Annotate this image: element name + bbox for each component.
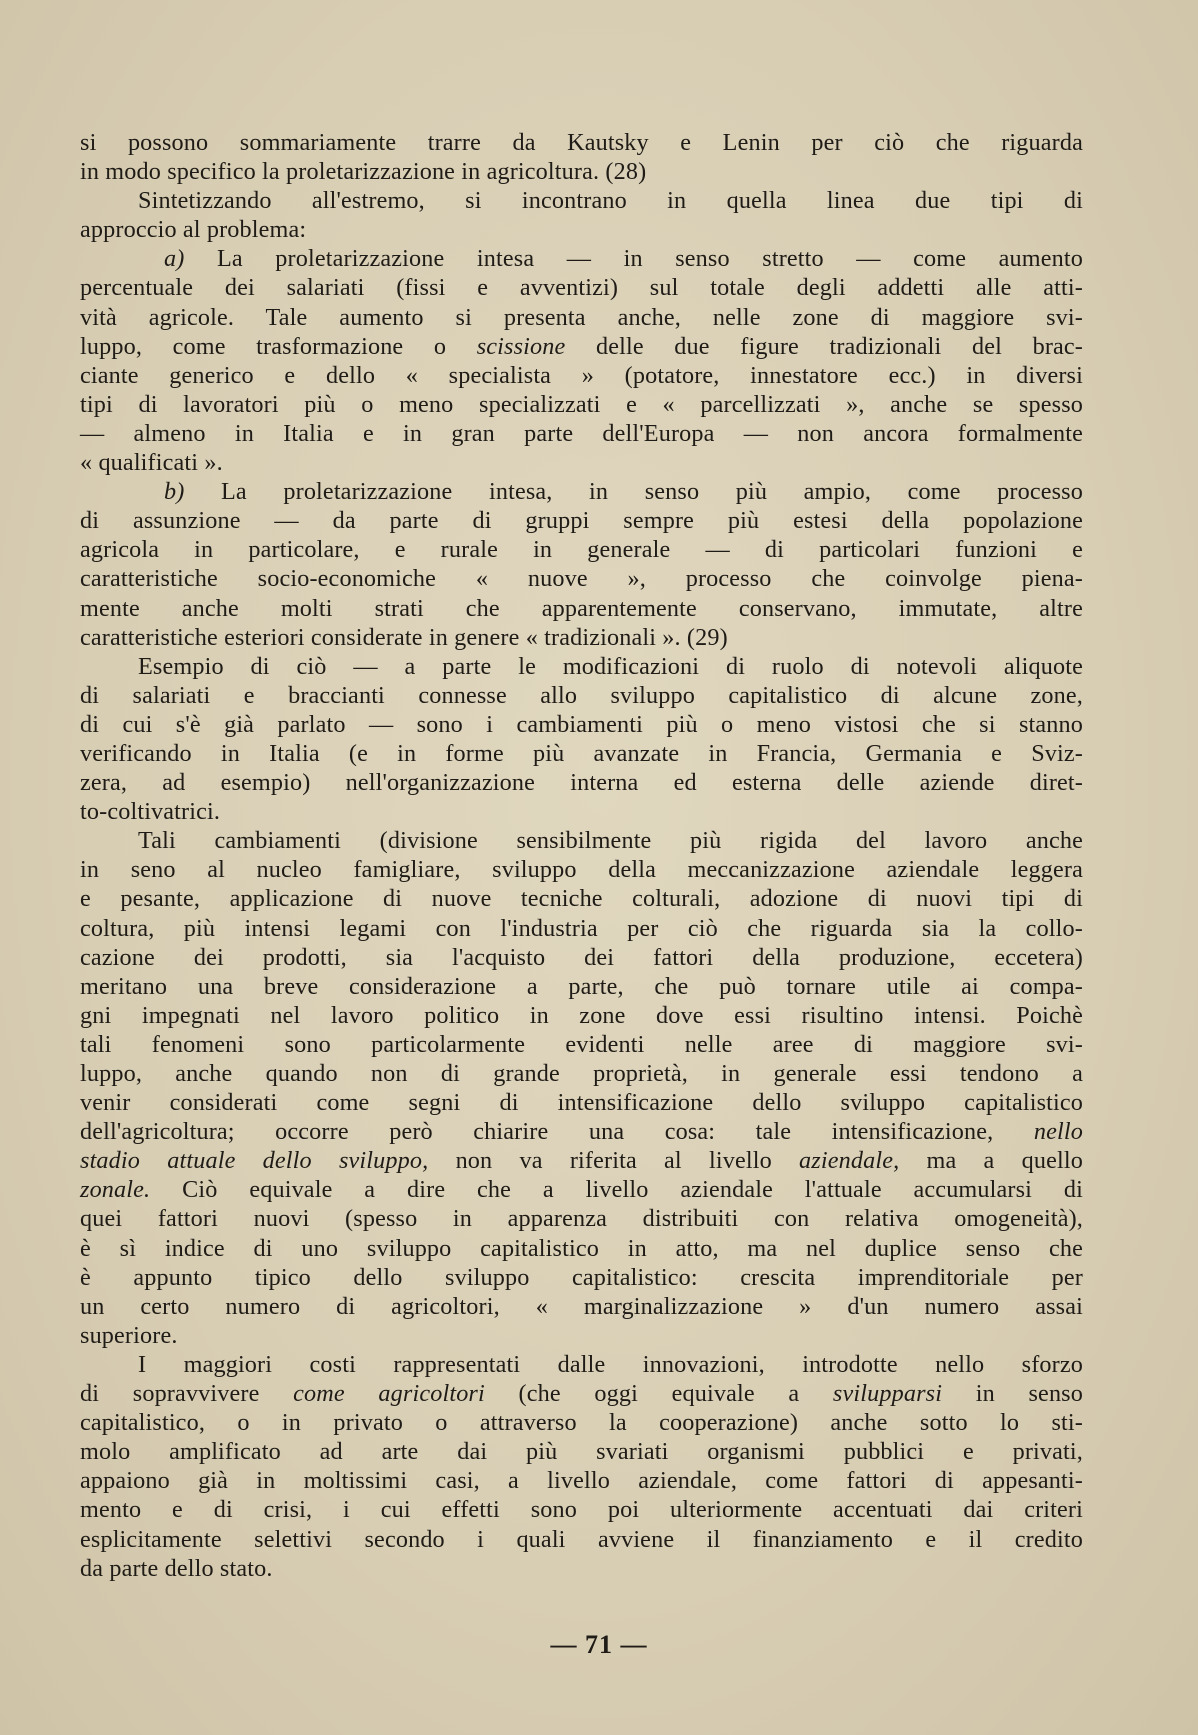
text-segment: mente anche molti strati che apparentemente conservano, immutate, altre [80, 594, 1083, 622]
text-segment: tipi di lavoratori più o meno specializzati e « parcellizzati », anche se spesso [80, 390, 1083, 418]
text-line [80, 1263, 1083, 1292]
text-line [80, 594, 1083, 623]
text-segment: quei fattori nuovi (spesso in apparenza distribuiti con relativa omogeneità), [80, 1205, 1083, 1233]
italic-text: aziendale, [799, 1147, 900, 1175]
italic-text: a) [164, 245, 185, 273]
text-line [80, 128, 1083, 157]
text-segment: « qualificati ». [80, 449, 223, 477]
text-segment: to-coltivatrici. [80, 798, 221, 826]
text-segment: un certo numero di agricoltori, « marginalizzazione » d'un numero assai [80, 1292, 1083, 1320]
text-segment: meritano una breve considerazione a parte, che può tornare utile ai compa- [80, 972, 1083, 1000]
text-segment: di assunzione — da parte di gruppi sempre più estesi della popolazione [80, 507, 1083, 535]
text-segment: non va riferita al livello [428, 1147, 800, 1175]
text-segment: cazione dei prodotti, sia l'acquisto dei fattori della produzione, eccetera) [80, 943, 1083, 971]
text-segment: è appunto tipico dello sviluppo capitalistico: crescita imprenditoriale per [80, 1263, 1083, 1291]
text-segment: di salariati e braccianti connesse allo sviluppo capitalistico di alcune zone, [80, 681, 1083, 709]
text-line [80, 1234, 1083, 1263]
text-line [80, 1466, 1083, 1495]
text-line [80, 652, 1083, 681]
text-segment: di cui s'è già parlato — sono i cambiamenti più o meno vistosi che si stanno [80, 710, 1083, 738]
text-line [80, 1088, 1083, 1117]
text-segment: è sì indice di uno sviluppo capitalistico in atto, ma nel duplice senso che [80, 1234, 1083, 1262]
italic-text: svilupparsi [832, 1380, 943, 1408]
text-segment: dell'agricoltura; occorre però chiarire una cosa: tale intensificazione, [80, 1118, 1034, 1146]
text-line [80, 1117, 1083, 1146]
text-segment: Sintetizzando all'estremo, si incontrano in quella linea due tipi di [138, 187, 1083, 215]
text-line [80, 448, 1083, 477]
text-line [80, 332, 1083, 361]
text-segment: superiore. [80, 1321, 178, 1349]
text-line [80, 361, 1083, 390]
text-line [80, 1525, 1083, 1554]
text-segment: ma a quello [899, 1147, 1083, 1175]
text-line [80, 826, 1083, 855]
text-line [80, 1554, 1083, 1583]
text-line [80, 797, 1083, 826]
page-number: — 71 — [550, 1630, 648, 1659]
text-line [80, 1059, 1083, 1088]
text-line [80, 1379, 1083, 1408]
text-segment: in senso [942, 1380, 1083, 1408]
text-line [80, 1001, 1083, 1030]
text-segment: I maggiori costi rappresentati dalle innovazioni, introdotte nello sforzo [138, 1350, 1083, 1378]
text-segment: Esempio di ciò — a parte le modificazioni di ruolo di notevoli aliquote [138, 652, 1083, 680]
text-line [80, 215, 1083, 244]
text-segment: delle due figure tradizionali del brac- [565, 332, 1083, 360]
text-line [80, 477, 1083, 506]
text-segment: tali fenomeni sono particolarmente evidenti nelle aree di maggiore svi- [80, 1030, 1083, 1058]
text-segment: zera, ad esempio) nell'organizzazione interna ed esterna delle aziende diret- [80, 769, 1083, 797]
text-line [80, 1321, 1083, 1350]
text-line [80, 855, 1083, 884]
text-segment: ciante generico e dello « specialista » (potatore, innestatore ecc.) in diversi [80, 361, 1083, 389]
text-segment: appaiono già in moltissimi casi, a livello aziendale, come fattori di appesanti- [80, 1467, 1083, 1495]
text-line [80, 681, 1083, 710]
text-line [80, 1146, 1083, 1175]
text-line [80, 244, 1083, 273]
italic-text: b) [164, 478, 185, 506]
italic-text: nello [1033, 1118, 1083, 1146]
text-line [80, 1408, 1083, 1437]
text-line [80, 710, 1083, 739]
italic-text: zonale. [80, 1176, 151, 1204]
text-segment: in seno al nucleo famigliare, sviluppo della meccanizzazione aziendale leggera [80, 856, 1083, 884]
text-segment: venir considerati come segni di intensificazione dello sviluppo capitalistico [80, 1089, 1083, 1117]
text-segment: caratteristiche socio-economiche « nuove », processo che coinvolge piena- [80, 565, 1083, 593]
text-segment: agricola in particolare, e rurale in generale — di particolari funzioni e [80, 536, 1083, 564]
text-segment: La proletarizzazione intesa, in senso più ampio, come processo [184, 478, 1083, 506]
text-line [80, 564, 1083, 593]
text-line [80, 273, 1083, 302]
italic-text: come agricoltori [293, 1380, 485, 1408]
text-segment: da parte dello stato. [80, 1554, 273, 1582]
italic-text: stadio attuale dello sviluppo, [80, 1147, 429, 1175]
text-segment: caratteristiche esteriori considerate in genere « tradizionali ». (29) [80, 623, 728, 651]
text-segment: capitalistico, o in privato o attraverso la cooperazione) anche sotto lo sti- [80, 1409, 1083, 1437]
text-segment: e pesante, applicazione di nuove tecniche colturali, adozione di nuovi tipi di [80, 885, 1083, 913]
text-line [80, 157, 1083, 186]
text-line [80, 1030, 1083, 1059]
text-segment: Ciò equivale a dire che a livello aziendale l'attuale accumularsi di [150, 1176, 1083, 1204]
text-line [80, 1292, 1083, 1321]
text-segment: mento e di crisi, i cui effetti sono poi ulteriormente accentuati dai criteri [80, 1496, 1083, 1524]
text-line [80, 1175, 1083, 1204]
text-segment: approccio al problema: [80, 216, 307, 244]
text-line [80, 390, 1083, 419]
text-line [80, 1350, 1083, 1379]
text-line [80, 739, 1083, 768]
text-segment: esplicitamente selettivi secondo i quali avviene il finanziamento e il credito [80, 1525, 1083, 1553]
text-segment: vità agricole. Tale aumento si presenta anche, nelle zone di maggiore svi- [80, 303, 1083, 331]
text-segment: Tali cambiamenti (divisione sensibilmente più rigida del lavoro anche [138, 827, 1083, 855]
text-line [80, 884, 1083, 913]
text-segment: si possono sommariamente trarre da Kautsky e Lenin per ciò che riguarda [80, 129, 1083, 156]
text-line [80, 419, 1083, 448]
text-line [80, 768, 1083, 797]
text-segment: — almeno in Italia e in gran parte dell'Europa — non ancora formalmente [80, 419, 1083, 447]
text-line [80, 623, 1083, 652]
book-page-text [80, 128, 1083, 1583]
text-segment: di sopravvivere [80, 1380, 294, 1408]
text-line [80, 186, 1083, 215]
text-line [80, 943, 1083, 972]
text-segment: percentuale dei salariati (fissi e avventizi) sul totale degli addetti alle atti- [80, 274, 1083, 302]
text-segment: molo amplificato ad arte dai più svariati organismi pubblici e privati, [80, 1438, 1083, 1466]
text-line [80, 535, 1083, 564]
text-segment: gni impegnati nel lavoro politico in zone dove essi risultino intensi. Poichè [80, 1001, 1083, 1029]
text-segment: La proletarizzazione intesa — in senso stretto — come aumento [184, 245, 1083, 273]
text-line [80, 914, 1083, 943]
text-line [80, 303, 1083, 332]
text-segment: in modo specifico la proletarizzazione in agricoltura. (28) [80, 158, 647, 186]
text-segment: verificando in Italia (e in forme più avanzate in Francia, Germania e Sviz- [80, 739, 1083, 767]
text-line [80, 1204, 1083, 1233]
italic-text: scissione [476, 332, 566, 360]
text-segment: coltura, più intensi legami con l'industria per ciò che riguarda sia la collo- [80, 914, 1083, 942]
text-segment: luppo, come trasformazione o [80, 332, 477, 360]
text-line [80, 1495, 1083, 1524]
text-line [80, 506, 1083, 535]
text-line [80, 972, 1083, 1001]
text-segment: (che oggi equivale a [484, 1380, 833, 1408]
text-line [80, 1437, 1083, 1466]
text-segment: luppo, anche quando non di grande proprietà, in generale essi tendono a [80, 1060, 1083, 1087]
